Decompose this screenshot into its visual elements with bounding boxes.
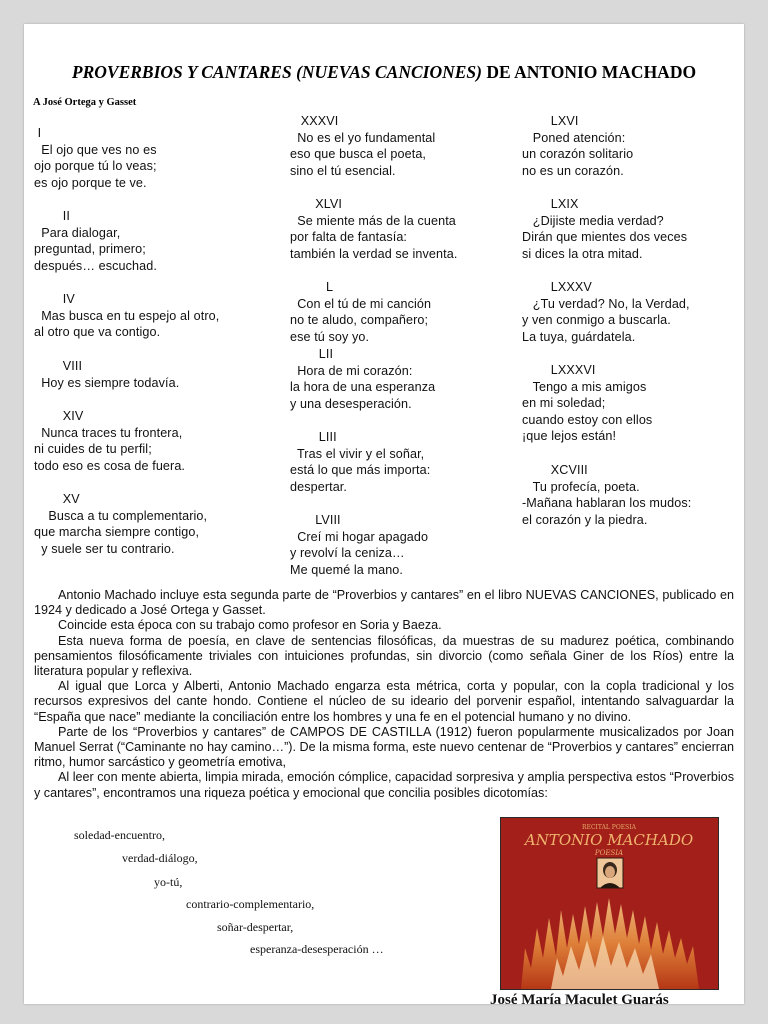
proverb-number: LXXXV — [522, 280, 592, 294]
proverb-number: II — [34, 209, 70, 223]
cover-top-label: RECITAL POESIA — [582, 824, 636, 831]
commentary-paragraph: Al igual que Lorca y Alberti, Antonio Machado engarza esta métrica, corta y popular, con la copla tradicional y los recursos expresivos del cante hondo. Contiene el núcleo de su ideario del porvenir español, intentando salvaguardar la “España que nace” mediante la conciliación entre los hombres y una fe en el potencial humano y no divino. — [34, 679, 734, 724]
title-rest-part: DE ANTONIO MACHADO — [482, 62, 697, 82]
proverb-text: El ojo que ves no es ojo porque tú lo veas; es ojo porque te ve. — [34, 142, 157, 190]
proverb-number: I — [34, 126, 42, 140]
proverb-text: Se miente más de la cuenta por falta de fantasía: también la verdad se inventa. — [290, 213, 458, 261]
author-signature: José María Maculet Guarás — [490, 992, 669, 1008]
proverb-block — [34, 358, 179, 391]
proverb-block — [522, 196, 687, 262]
proverb-block — [290, 196, 457, 262]
proverb-block — [34, 408, 185, 474]
proverb-number: L — [290, 280, 334, 294]
proverb-text: Tu profecía, poeta. -Mañana hablaran los mudos: el corazón y la piedra. — [522, 479, 692, 527]
commentary-paragraph: Coincide esta época con su trabajo como profesor en Soria y Baeza. — [58, 618, 442, 633]
dichotomy-item: yo-tú, — [154, 875, 183, 889]
dichotomy-item: verdad-diálogo, — [122, 851, 198, 865]
album-cover-artwork — [501, 818, 718, 989]
proverb-number: LIII — [290, 430, 337, 444]
proverb-number: VIII — [34, 359, 83, 373]
proverb-number: LII — [290, 347, 334, 361]
proverb-number: IV — [34, 292, 75, 306]
proverb-block — [290, 429, 430, 495]
proverb-number: LXXXVI — [522, 363, 596, 377]
cover-title: ANTONIO MACHADO — [524, 831, 694, 849]
dichotomy-item: soledad-encuentro, — [74, 828, 165, 842]
proverb-block — [34, 491, 207, 557]
proverb-text: Hora de mi corazón: la hora de una esperanza y una desesperación. — [290, 363, 436, 411]
proverb-text: Creí mi hogar apagado y revolví la ceniza… Me quemé la mano. — [290, 529, 429, 577]
proverb-number: LXVI — [522, 114, 579, 128]
page-title — [24, 62, 744, 83]
proverb-number: LVIII — [290, 513, 341, 527]
proverb-block — [34, 291, 219, 341]
proverb-block — [290, 512, 428, 578]
proverb-text: Tras el vivir y el soñar, está lo que más importa: despertar. — [290, 446, 431, 494]
proverb-number: XCVIII — [522, 463, 588, 477]
document-page — [24, 24, 744, 1008]
proverb-text: Poned atención: un corazón solitario no es un corazón. — [522, 130, 634, 178]
commentary-paragraph: Antonio Machado incluye esta segunda parte de “Proverbios y cantares” en el libro NUEVAS CANCIONES, publicado en 1924 y dedicado a José Ortega y Gasset. — [34, 588, 734, 618]
commentary-paragraph: Parte de los “Proverbios y cantares” de CAMPOS DE CASTILLA (1912) fueron popularmente musicalizados por Joan Manuel Serrat (“Caminante no hay camino…”). De la misma forma, este nuevo centenar de “Proverbios y cantares” encierran ritmo, humor sarcástico y geometría emotiva, — [34, 724, 734, 770]
proverb-block — [522, 462, 691, 528]
proverb-block — [290, 346, 435, 412]
proverb-number: XV — [34, 492, 80, 506]
proverb-text: Para dialogar, preguntad, primero; después… escuchad. — [34, 225, 157, 273]
dichotomy-item: contrario-complementario, — [186, 897, 315, 911]
proverb-block — [522, 113, 633, 179]
proverb-number: XLVI — [290, 197, 342, 211]
proverb-text: Busca a tu complementario, que marcha siempre contigo, y suele ser tu contrario. — [34, 508, 208, 556]
proverb-text: Nunca traces tu frontera, ni cuides de tu perfil; todo eso es cosa de fuera. — [34, 425, 186, 473]
proverb-block — [522, 279, 690, 345]
proverb-block — [290, 113, 435, 179]
album-cover-image — [500, 817, 719, 990]
portrait-face — [605, 866, 615, 878]
proverb-text: Tengo a mis amigos en mi soledad; cuando estoy con ellos ¡que lejos están! — [522, 379, 653, 444]
proverb-number: XIV — [34, 409, 84, 423]
proverb-block — [290, 279, 431, 345]
commentary-paragraph: Al leer con mente abierta, limpia mirada, emoción cómplice, capacidad sorpresiva y amplia perspectiva estos “Proverbios y cantares”, encontramos una riqueza poética y emocional que concilia posibles dicotomías: — [34, 770, 734, 800]
proverb-text: Hoy es siempre todavía. — [34, 375, 180, 390]
proverb-text: Mas busca en tu espejo al otro, al otro que va contigo. — [34, 308, 220, 340]
proverb-block — [522, 362, 652, 445]
proverb-text: Con el tú de mi canción no te aludo, compañero; ese tú soy yo. — [290, 296, 432, 344]
commentary-paragraph: Esta nueva forma de poesía, en clave de sentencias filosóficas, da muestras de su madurez poética, combinando pensamientos filosóficamente triviales con intuiciones profundas, sin divorcio (como señala Giner de los Ríos) entre la literatura popular y reflexiva. — [34, 633, 734, 679]
proverb-number: LXIX — [522, 197, 579, 211]
proverb-text: No es el yo fundamental eso que busca el poeta, sino el tú esencial. — [290, 130, 436, 178]
dichotomy-item: esperanza-desesperación … — [250, 942, 384, 956]
dichotomy-item: soñar-despertar, — [217, 920, 294, 934]
dedication: A José Ortega y Gasset — [33, 97, 137, 108]
proverb-block — [34, 125, 157, 191]
cover-subtitle: POESIA — [594, 849, 624, 857]
proverb-text: ¿Dijiste media verdad? Dirán que mientes dos veces si dices la otra mitad. — [522, 213, 688, 261]
proverb-number: XXXVI — [290, 114, 339, 128]
proverb-text: ¿Tu verdad? No, la Verdad, y ven conmigo a buscarla. La tuya, guárdatela. — [522, 296, 690, 344]
commentary — [34, 588, 734, 801]
proverb-block — [34, 208, 157, 274]
title-italic-part: PROVERBIOS Y CANTARES (NUEVAS CANCIONES) — [71, 62, 482, 82]
